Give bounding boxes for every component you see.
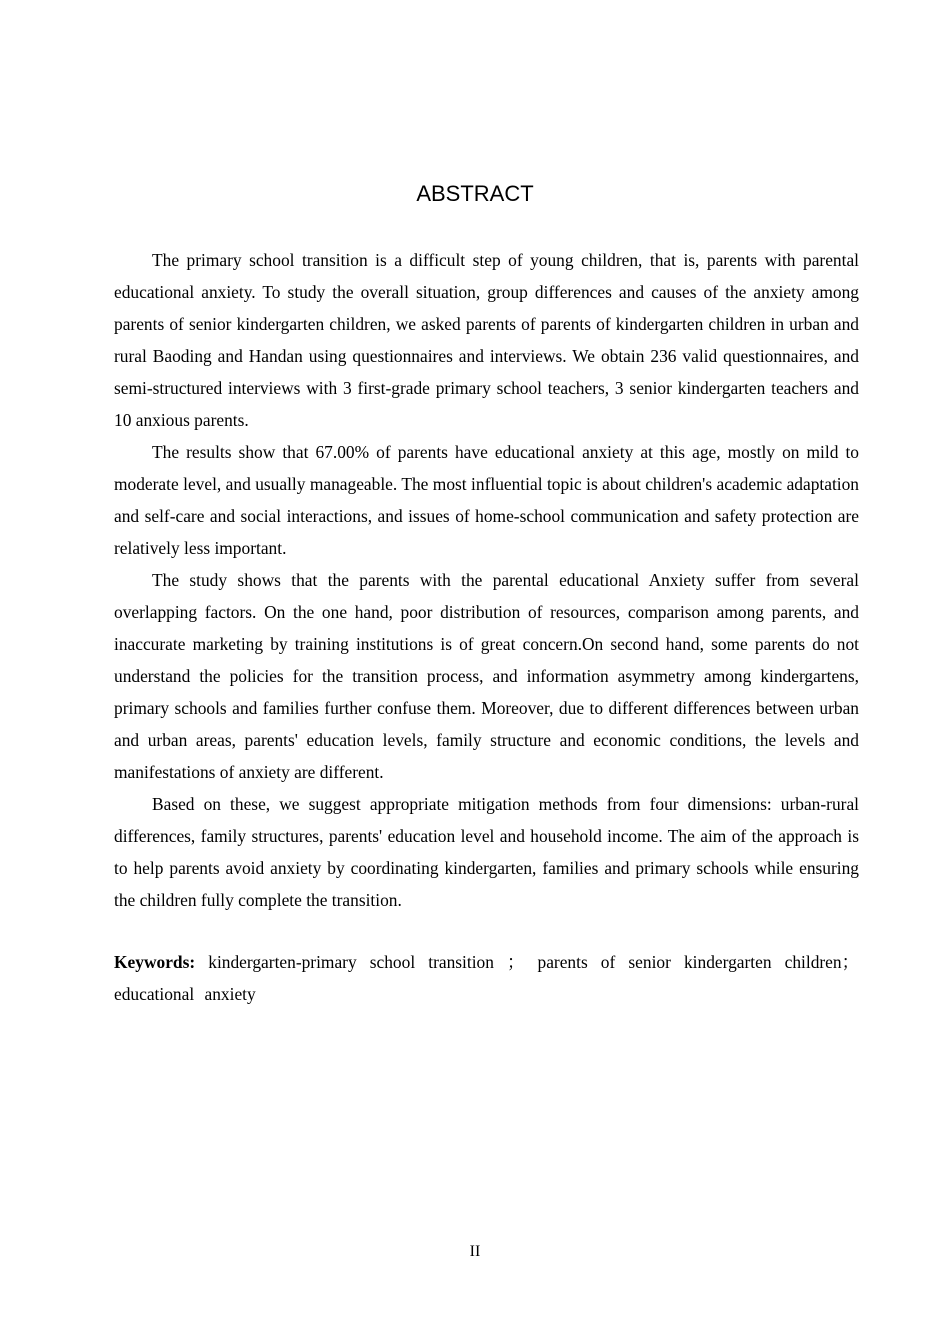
page-number: II (469, 1243, 481, 1260)
keywords-label: Keywords: (114, 952, 196, 972)
keywords-line (114, 946, 859, 1010)
keywords-text: kindergarten-primary school transition ； parents of senior kindergarten children； educational anxiety (114, 952, 859, 1004)
abstract-paragraph-3: The study shows that the parents with the parental educational Anxiety suffer from several overlapping factors. On the one hand, poor distribution of resources, comparison among parents, and inaccurate marketing by training institutions is of great concern.On second hand, some parents do not understand the policies for the transition process, and information asymmetry among kindergartens, primary schools and families further confuse them. Moreover, due to different differences between urban and urban areas, parents' education levels, family structure and economic conditions, the levels and manifestations of anxiety are different. (114, 570, 859, 782)
abstract-paragraph-1: The primary school transition is a difficult step of young children, that is, parents with parental educational anxiety. To study the overall situation, group differences and causes of the anxiety among parents of senior kindergarten children, we asked parents of parents of kindergarten children in urban and rural Baoding and Handan using questionnaires and interviews. We obtain 236 valid questionnaires, and semi-structured interviews with 3 first-grade primary school teachers, 3 senior kindergarten teachers and 10 anxious parents. (114, 250, 859, 430)
abstract-body (114, 244, 859, 916)
abstract-paragraph-4: Based on these, we suggest appropriate mitigation methods from four dimensions: urban-rural differences, family structures, parents' education level and household income. The aim of the approach is to help parents avoid anxiety by coordinating kindergarten, families and primary schools while ensuring the children fully complete the transition. (114, 794, 859, 910)
abstract-title: ABSTRACT (416, 181, 534, 206)
abstract-paragraph-2: The results show that 67.00% of parents have educational anxiety at this age, mostly on mild to moderate level, and usually manageable. The most influential topic is about children's academic adaptation and self-care and social interactions, and issues of home-school communication and safety protection are relatively less important. (114, 442, 859, 558)
